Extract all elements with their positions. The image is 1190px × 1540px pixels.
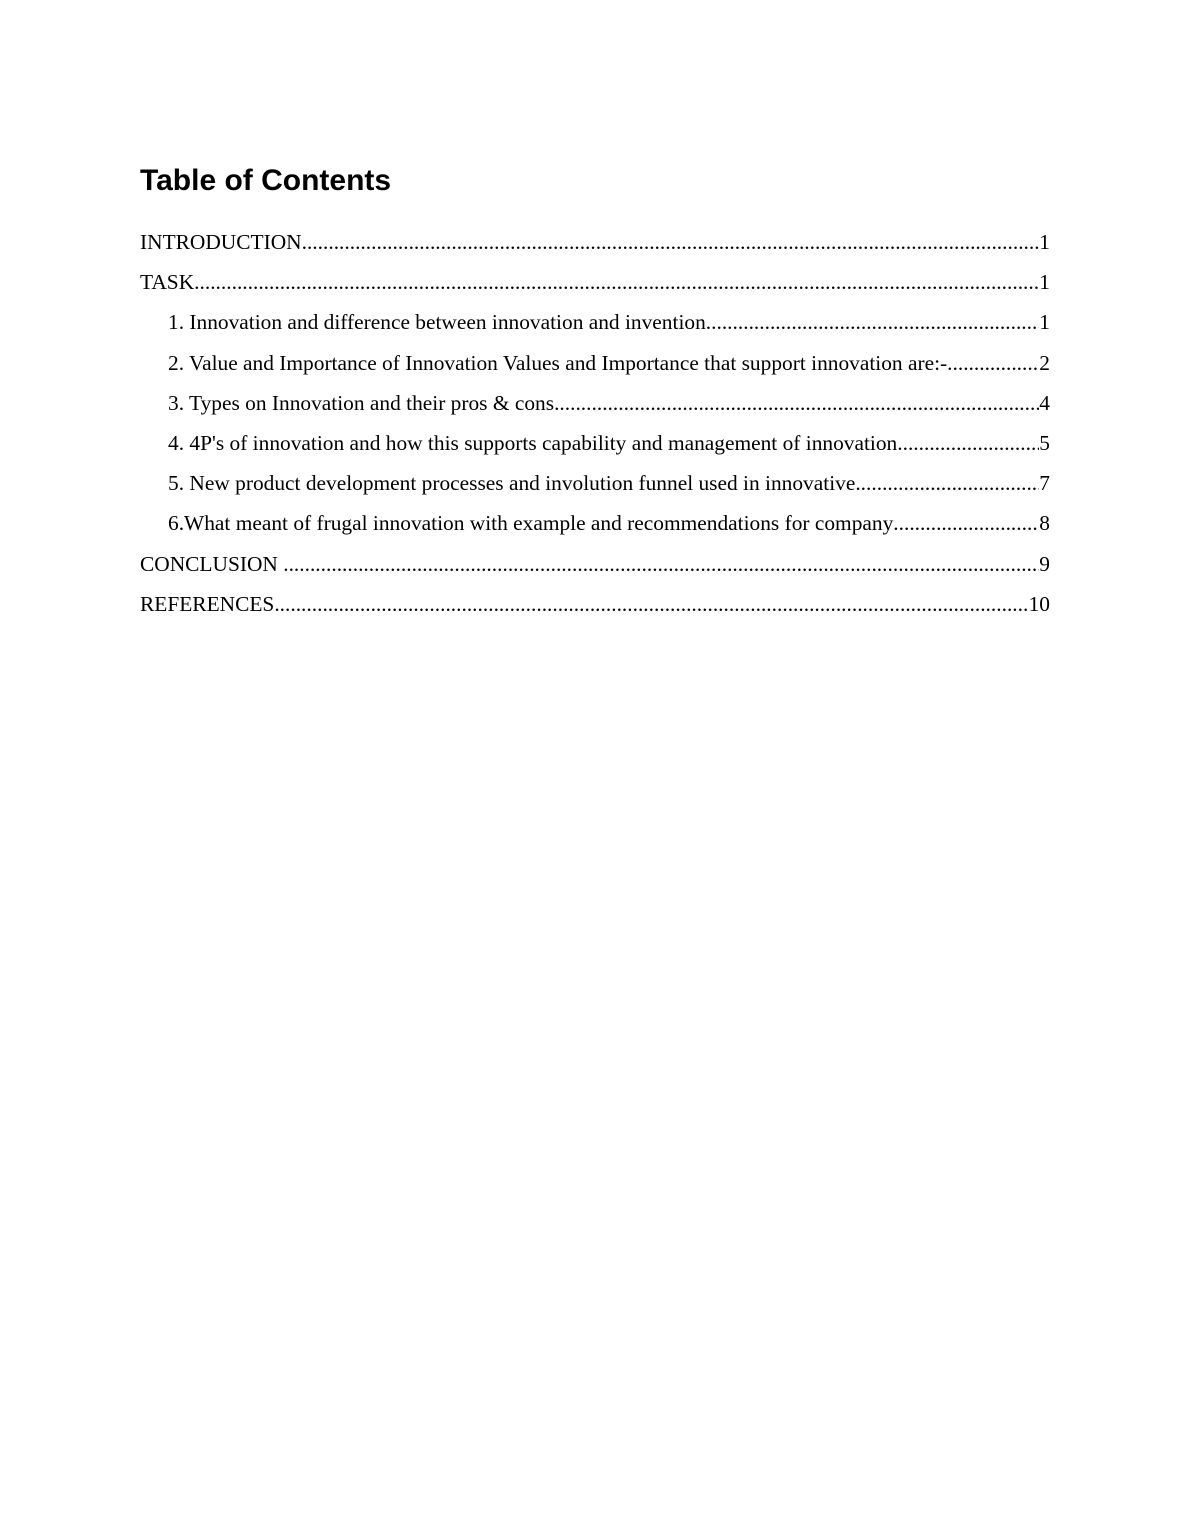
- toc-entry-types-of-innovation[interactable]: [140, 387, 1050, 427]
- toc-entry-title: REFERENCES: [140, 591, 275, 616]
- toc-entry-task[interactable]: [140, 266, 1050, 306]
- toc-entry-title: 2. Value and Importance of Innovation Values and Importance that support innovation are:-.: [168, 350, 953, 375]
- toc-list: [140, 226, 1050, 628]
- toc-dot-leader: [283, 548, 1039, 580]
- toc-page-number: 8: [1039, 511, 1050, 536]
- toc-entry-value-importance[interactable]: [140, 347, 1050, 387]
- toc-entry-title: 6.What meant of frugal innovation with example and recommendations for company: [168, 511, 894, 536]
- toc-dot-leader: [706, 306, 1040, 338]
- toc-entry-title: 1. Innovation and difference between innovation and invention: [168, 310, 706, 335]
- toc-dot-leader: [953, 347, 1040, 379]
- toc-entry-4ps-of-innovation[interactable]: [140, 427, 1050, 467]
- toc-page-number: 2: [1039, 350, 1050, 375]
- toc-page-number: 1: [1039, 230, 1050, 254]
- toc-entry-title: 5. New product development processes and involution funnel used in innovative: [168, 471, 856, 496]
- toc-dot-leader: [274, 588, 1028, 620]
- toc-page-number: 1: [1039, 270, 1050, 295]
- toc-page-number: 7: [1039, 471, 1050, 496]
- toc-entry-title: 4. 4P's of innovation and how this supports capability and management of innovation: [168, 430, 898, 455]
- toc-dot-leader: [855, 467, 1039, 499]
- toc-dot-leader: [893, 507, 1039, 539]
- toc-dot-leader: [897, 427, 1039, 459]
- toc-entry-conclusion[interactable]: [140, 548, 1050, 588]
- toc-entry-title: INTRODUCTION: [140, 230, 302, 254]
- toc-entry-innovation-vs-invention[interactable]: [140, 306, 1050, 346]
- toc-entry-references[interactable]: [140, 588, 1050, 628]
- toc-heading: Table of Contents: [140, 164, 392, 197]
- toc-entry-title: TASK: [140, 270, 195, 295]
- toc-entry-title: 3. Types on Innovation and their pros & cons: [168, 390, 555, 415]
- toc-dot-leader: [302, 226, 1040, 258]
- toc-dot-leader: [194, 266, 1039, 298]
- toc-page-number: 4: [1039, 390, 1050, 415]
- toc-entry-introduction[interactable]: [140, 226, 1050, 266]
- toc-page-number: 1: [1039, 310, 1050, 335]
- toc-dot-leader: [554, 387, 1039, 419]
- toc-page-number: 5: [1039, 430, 1050, 455]
- toc-page-number: 10: [1028, 591, 1050, 616]
- toc-page-number: 9: [1039, 551, 1050, 576]
- toc-entry-new-product-development[interactable]: [140, 467, 1050, 507]
- toc-entry-title: CONCLUSION: [140, 551, 284, 576]
- toc-entry-frugal-innovation[interactable]: [140, 507, 1050, 547]
